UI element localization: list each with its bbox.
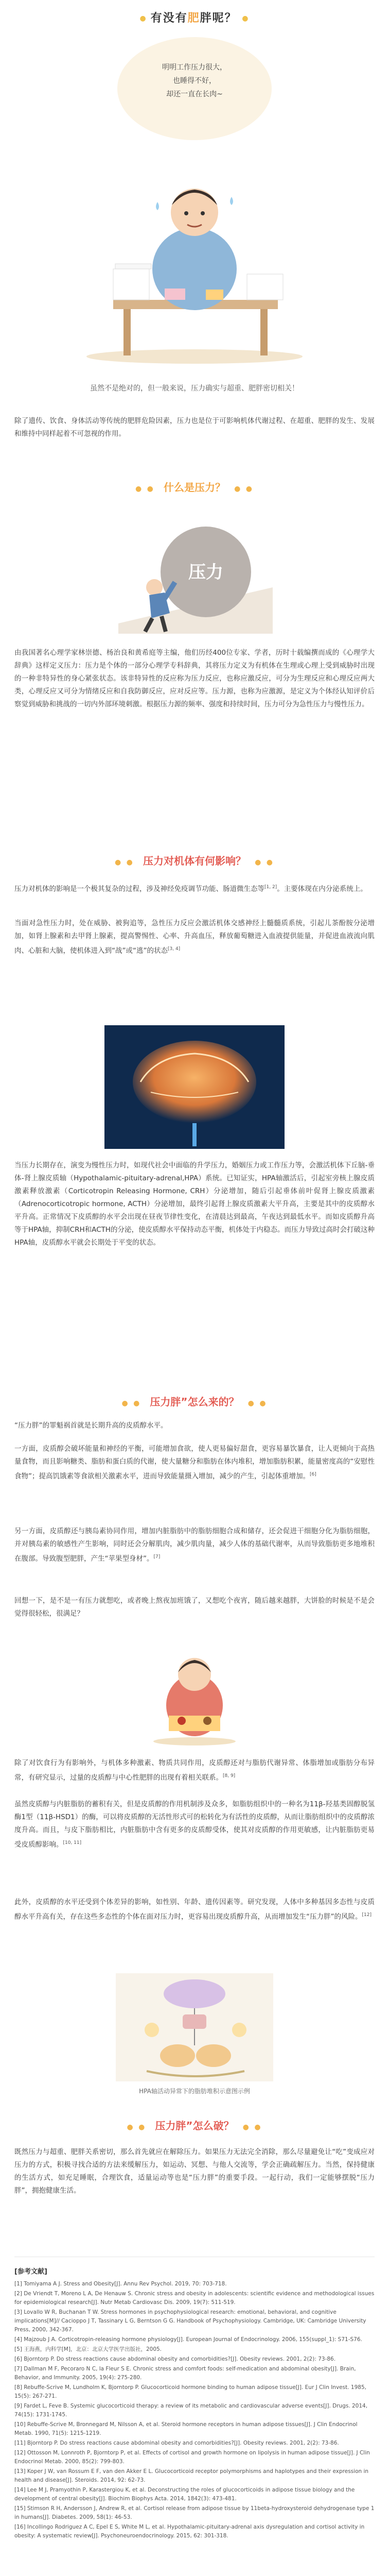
reference-item: [2] De Vriendt T, Moreno L A, De Henauw S. Chronic stress and obesity in adolescents: scientific evidence and methodological issues for epidemiological research[J]. Nutr Metab Cardiovasc Dis. 2009, 19(7): 511-519. <box>14 2291 375 2306</box>
paragraph: 压力对机体的影响是一个极其复杂的过程，涉及神经免疫调节功能、肠道微生态等[1, 2]。主要体现在内分泌系统上。 <box>14 885 367 893</box>
reference-item: [9] Fardet L, Feve B. Systemic glucocorticoid therapy: a review of its metabolic and cardiovascular adverse events[J]. Drugs. 2014, 74(15): 1731-1745. <box>14 2403 368 2418</box>
dots-icon: ● ● <box>121 1399 142 1408</box>
dots-icon: ● ● <box>247 1399 268 1408</box>
paragraph: 除了对饮食行为有影响外，与机体多种激素、物质共同作用，皮质醇还对与脂肪代谢异常、体脂增加或脂肪分布异常，有研究显示，过量的皮质醇与中心性肥胖的出现有着相关联系。[8, 9] <box>14 1759 375 1782</box>
section-heading: ● ● 什么是压力？ ● ● <box>135 481 254 494</box>
bubble-line: 也睡得不好， <box>173 77 216 85</box>
bubble-line: 明明工作压力很大， <box>162 63 227 72</box>
hpa-axis-diagram-icon <box>116 1973 273 2081</box>
reference-item: [11] Bjorntorp P. Do stress reactions cause abdominal obesity and comorbidities?[J]. Obesity reviews. 2001, 2(2): 73-86. <box>14 2440 339 2446</box>
dots-icon: ● ● <box>255 858 274 867</box>
boulder-illustration <box>118 510 273 634</box>
dots-icon: ● ● <box>127 2123 147 2131</box>
dots-icon: ● ● <box>234 485 254 493</box>
reference-item: [5] 王海燕，内科学[M]，北京：北京大学医学出版社，2005. <box>14 2346 162 2352</box>
dots-icon: ● ● <box>242 2123 262 2131</box>
paragraph: “压力胖”的罪魁祸首就是长期升高的皮质醇水平。 <box>14 1421 168 1430</box>
reference-item: [10] Rebuffe-Scrive M, Bronnegard M, Nilsson A, et al. Steroid hormone receptors in human adipose tissues[J]. J Clin Endocrinol Metab. 1990, 71(5): 1215-1219. <box>14 2421 358 2436</box>
paragraph: 既然压力与超重、肥胖关系密切，那么首先就应在解除压力。如果压力无法完全消除，那么尽量避免让“吃”变成应对压力的方式，积极寻找合适的方法来缓解压力，如运动、冥想、与他人交流等，学会正确疏解压力。当然，保持健康的生活方式，如充足睡眠，合理饮食，适量运动等也是“压力胖”的重要手段。一起行动，我们一定能够摆脱“压力胖”，拥抱健康生活。 <box>14 2148 375 2195</box>
paragraph: 当面对急性压力时，处在威胁、被狗追等，急性压力反应会激活机体交感神经上髓髓质系统，引起儿茶酚胺分泌增加，如肾上腺素和去甲肾上腺素，提高警惕性、心率、升高血压，释放葡萄糖进入血液提供能量，并促进血液流向肌肉、心脏和大脑，使机体进入到“战”或“逃”的状态[3, 4] <box>14 919 375 955</box>
paragraph: 虽然皮质醇与内脏脂肪的蓄积有关，但是皮质醇的作用机制涉及众多，如脂肪组织中的一种名为11β-羟基类固醇脱氢酶1型（11β-HSD1）的酶，可以将皮质醇的无活性形式可的松转化为有活性的皮质醇，从而让脂肪组织中的皮质醇浓度升高。而且，与皮下脂肪相比，内脏脂肪中含有更多的皮质醇受体，使其对皮质醇的作用更敏感，让内脏脂肪更易受皮质醇影响。[10, 11] <box>14 1800 375 1849</box>
page-title: ● 有没有肥胖呢？ ● <box>139 12 250 25</box>
dots-icon: ● ● <box>115 858 134 867</box>
hero-illustration <box>77 140 312 367</box>
paragraph: 除了遗传、饮食、身体活动等传统的肥胖危险因素，压力也是位于可影响机体代谢过程、在超重、肥胖的发生、发展和维持中同样起着不可忽视的作用。 <box>14 417 375 438</box>
section-heading: ● ● 压力对机体有何影响？ ● ● <box>115 855 274 867</box>
paragraph: 一方面，皮质醇会破坏能量和神经的平衡，可能增加食欲，使人更易偏好甜食，更容易暴饮暴食，让人更倾向于高热量食物，而且影响糖类、脂肪和蛋白质的代谢，使大量糖分和脂肪在体内堆积，增加脂肪积累，能量密度高的“安慰性食物”；提高饥饿素等食欲相关激素水平，进而导致能量摄入增加，减少的产生，引起体重增加。[6] <box>14 1445 375 1481</box>
dot-icon: ● <box>139 14 151 23</box>
bubble-text <box>0 61 389 101</box>
paragraph: 此外，皮质醇的水平还受到个体差异的影响，如性别、年龄、遗传因素等。研究发现，人体中多种基因多态性与皮质醇水平升高有关，存在这些多态性的个体在面对压力时，更容易出现皮质醇升高，从而增加发生“压力胖”的风险。[12] <box>14 1898 375 1921</box>
reference-item: [12] Ottosson M, Lonnroth P, Bjorntorp P, et al. Effects of cortisol and growth hormone on lipolysis in human adipose tissue[J]. J Clin Endocrinol Metab. 2000, 85(2): 799-803. <box>14 2450 370 2465</box>
reference-item: [13] Koper J W, van Rossum E F, van den Akker E L. Glucocorticoid receptor polymorphisms and haplotypes and their expression in health and disease[J]. Steroids. 2014, 92: 62-73. <box>14 2468 369 2483</box>
reference-item: [7] Dallman M F, Pecoraro N C, la Fleur S E. Chronic stress and comfort foods: self-medication and abdominal obesity[J]. Brain, Behavior, and Immunity. 2005, 19(4): 275-280. <box>14 2366 356 2381</box>
intro-text: 虽然不是绝对的，但一般来说，压力确实与超重、肥胖密切相关！ <box>90 384 299 393</box>
hpa-diagram <box>116 1973 273 2081</box>
paragraph: 回想一下，是不是一有压力就想吃，或者晚上熬夜加班饿了，又想吃个夜宵，随后越来越胖，大饼脸的时候是不是会觉得很轻松，很满足？ <box>14 1597 375 1618</box>
reference-item: [1] Tomiyama A J. Stress and Obesity[J]. Annu Rev Psychol. 2019, 70: 703-718. <box>14 2281 227 2287</box>
reference-item: [4] Majzoub J A. Corticotropin-releasing hormone physiology[J]. European Journal of Endocrinology. 2006, 155(suppl_1): S71-S76. <box>14 2336 362 2343</box>
header-poster <box>0 0 389 376</box>
paragraph: 由我国著名心理学家林崇德、杨治良和黄希庭等主编，他们历经400位专家、学者，历时十载编撰而成的《心理学大辞典》这样定义压力：压力是个体的一部分心理学专科辞典，其将压力定义为有机体在生理或心理上受到威胁时出现的一种非特异性的身心紧张状态。该非特异性的反应称为压力反应，也称应激反应，可分为生理反应和心理反应两大类，心理反应又可分为情绪反应和自我防御反应，应对反应等。压力源，也称为应激源，是定义为个体经认知评价后察觉到威胁和挑战的一切内外部环境刺激。根据压力源的频率、强度和持续时间，压力可分为急性压力与慢性压力。 <box>14 649 375 708</box>
figure-caption: HPA轴活动异常下的脂肪堆积示意图示例 <box>139 2088 250 2095</box>
reference-item: [6] Bjorntorp P. Do stress reactions cause abdominal obesity and comorbidities?[J]. Obesity reviews. 2001, 2(2): 73-86. <box>14 2356 336 2362</box>
references-list <box>14 2280 375 2541</box>
stress-boulder-icon <box>118 510 273 634</box>
paragraph: 另一方面，皮质醇还与胰岛素协同作用，增加内脏脂肪中的脂肪细胞合成和储存，还会促进干细胞分化为脂肪细胞，并对胰岛素的敏感性产生影响，同时还会分解肌肉，减少肌肉量，减少人体的基础代谢率，从而导致脂肪更多地堆积在腹部。导致腹型肥胖，产生“苹果型身材”。[7] <box>14 1527 375 1563</box>
reference-item: [3] Lovallo W R, Buchanan T W. Stress hormones in psychophysiological research: emotional, behavioral, and cognitive implications[M]// Cacioppo J T, Tassinary L G, Berntson G G. Handbook of Psychophysiology. Cambridge, UK: Cambridge University Press, 2000, 342-367. <box>14 2309 366 2333</box>
reference-item: [16] Incollingo Rodriguez A C, Epel E S, White M L, et al. Hypothalamic-pituitary-adrenal axis dysregulation and cortisol activity in obesity: A systematic review[J]. Psychoneuroendocrinology. 2015, 62: 301-318. <box>14 2524 365 2539</box>
dot-icon: ● <box>242 14 250 23</box>
paragraph: 当压力长期存在，演变为慢性压力时，如现代社会中面临的升学压力，婚姻压力或工作压力等，会激活机体下丘脑-垂体-肾上腺皮质轴（Hypothalamic-pituitary-adrenal,HPA）系统。已知证实，HPA轴激活后，引起室旁核上腺皮质激素释放激素（Corticotropin Releasing Hormone, CRH）分泌增加，随后引起垂体前叶促肾上腺皮质激素（Adrenocorticotropic hormone, ACTH）分泌增加，最终引起肾上腺皮质激素大平升高，主要是其中的皮质醇水平升高。正常情况下皮质醇的水平会出现在昼夜节律性变化，在清晨达到最高，午夜达到最低水平。而如皮质醇升高等于HPA轴，抑制CRH和ACTH的分泌，使皮质醇水平保持动态平衡，机体处于内稳态。而压力导致过高时会打破这种HPA轴，皮质醇水平就会长期处于平变的状态。 <box>14 1161 375 1247</box>
section-heading: ● ● 压力胖”怎么破？ ● ● <box>127 2120 262 2132</box>
dots-icon: ● ● <box>135 485 155 493</box>
person-eating-icon <box>146 1643 243 1747</box>
bubble-line: 却还一直在长肉~ <box>166 90 223 98</box>
reference-item: [14] Lee M J, Pramyothin P, Karastergiou K, et al. Deconstructing the roles of glucocorticoids in adipose tissue biology and the development of central obesity[J]. Biochim Biophys Acta. 2014, 1842(3): 473-481. <box>14 2487 355 2502</box>
reference-item: [15] Stimson R H, Andersson J, Andrew R, et al. Cortisol release from adipose tissue by 11beta-hydroxysteroid dehydrogenase type 1 in humans[J]. Diabetes. 2009, 58(1): 46-53. <box>14 2505 375 2520</box>
svg-text:压力: 压力 <box>188 562 223 583</box>
brain-illustration <box>104 1025 285 1149</box>
brain-icon <box>104 1025 285 1149</box>
references-title: [参考文献] <box>14 2268 47 2276</box>
section-heading: ● ● 压力胖”怎么来的？ ● ● <box>121 1396 268 1408</box>
eating-illustration <box>146 1643 243 1747</box>
reference-item: [8] Rebuffe-Scrive M, Lundholm K, Bjorntorp P. Glucocorticoid hormone binding to human adipose tissue[J]. Eur J Clin Invest. 1985, 15(5): 267-271. <box>14 2384 366 2399</box>
